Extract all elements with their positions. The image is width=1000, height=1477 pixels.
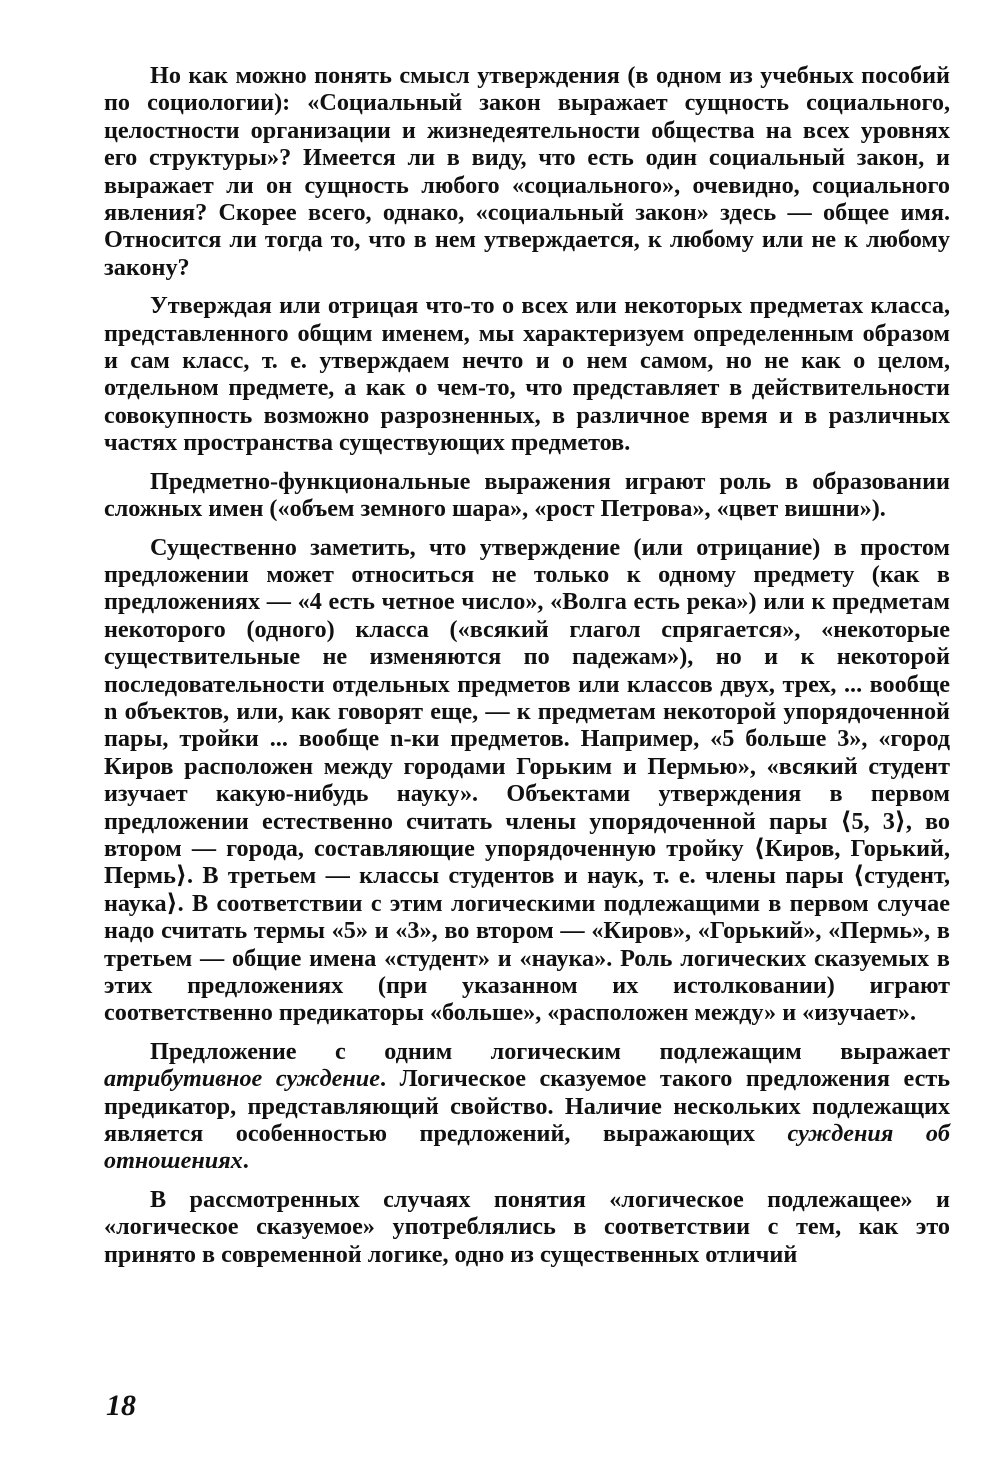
paragraph-3: Предметно-функциональные выражения играют роль в образовании сложных имен («объем земного шара», «рост Петрова», «цвет вишни»). xyxy=(104,467,950,523)
paragraph-5-after: . xyxy=(242,1147,249,1175)
paragraph-4: Существенно заметить, что утверждение (или отрицание) в простом предложении может относиться не только к одному предмету (как в предложениях — «4 есть четное число», «Волга есть река») или к предметам некоторого (одного) класса («всякий глагол спрягается», «некоторые существительные не изменяются по падежам»), но и к некоторой последовательности отдельных предметов или классов двух, трех, ... вообще n объектов, или, как говорят еще, — к предметам некоторой упорядоченной пары, тройки ... вообще n-ки предметов. Например, «5 больше 3», «город Киров расположен между городами Горьким и Пермью», «всякий студент изучает какую-нибудь науку». Объектами утверждения в первом предложении естественно считать члены упорядоченной пары ⟨5, 3⟩, во втором — города, составляющие упорядоченную тройку ⟨Киров, Горький, Пермь⟩. В третьем — классы студентов и наук, т. е. члены пары ⟨студент, наука⟩. В соответствии с этим логическими подлежащими в первом случае надо считать термы «5» и «3», во втором — «Киров», «Горький», «Пермь», в третьем — общие имена «студент» и «наука». Роль логических сказуемых в этих предложениях (при указанном их истолковании) играют соответственно предикаторы «больше», «расположен между» и «изучает». xyxy=(104,533,950,1027)
paragraph-5-middle: . Логическое сказуемое такого предложения есть предикатор, представляющий свойство. Наличие нескольких подлежащих является особенностью предложений, выражающих xyxy=(104,1065,950,1148)
paragraph-2: Утверждая или отрицая что-то о всех или некоторых предметах класса, представленного общим именем, мы характеризуем определенным образом и сам класс, т. е. утверждаем нечто и о нем самом, но не как о целом, отдельном предмете, а как о чем-то, что представляет в действительности совокупность возможно разрозненных, в различное время и в различных частях пространства существующих предметов. xyxy=(104,292,950,457)
paragraph-1: Но как можно понять смысл утверждения (в одном из учебных пособий по социологии): «Социальный закон выражает сущность социального, целостности организации и жизнедеятельности общества на всех уровнях его структуры»? Имеется ли в виду, что есть один социальный закон, и выражает ли он сущность любого «социального», очевидно, социального явления? Скорее всего, однако, «социальный закон» здесь — общее имя. Относится ли тогда то, что в нем утверждается, к любому или не к любому закону? xyxy=(104,62,950,281)
paragraph-5 xyxy=(104,1038,950,1175)
page-number: 18 xyxy=(106,1389,136,1422)
paragraph-6: В рассмотренных случаях понятия «логическое подлежащее» и «логическое сказуемое» употреблялись в соответствии с тем, как это принято в современной логике, одно из существенных отличий xyxy=(104,1185,950,1268)
term-attributive-judgment: атрибутивное суждение xyxy=(104,1065,380,1093)
paragraph-5-before: Предложение с одним логическим подлежащим выражает xyxy=(150,1037,950,1065)
term-relational-judgment: суждения об отношениях xyxy=(104,1120,950,1175)
page-body xyxy=(104,62,950,1268)
